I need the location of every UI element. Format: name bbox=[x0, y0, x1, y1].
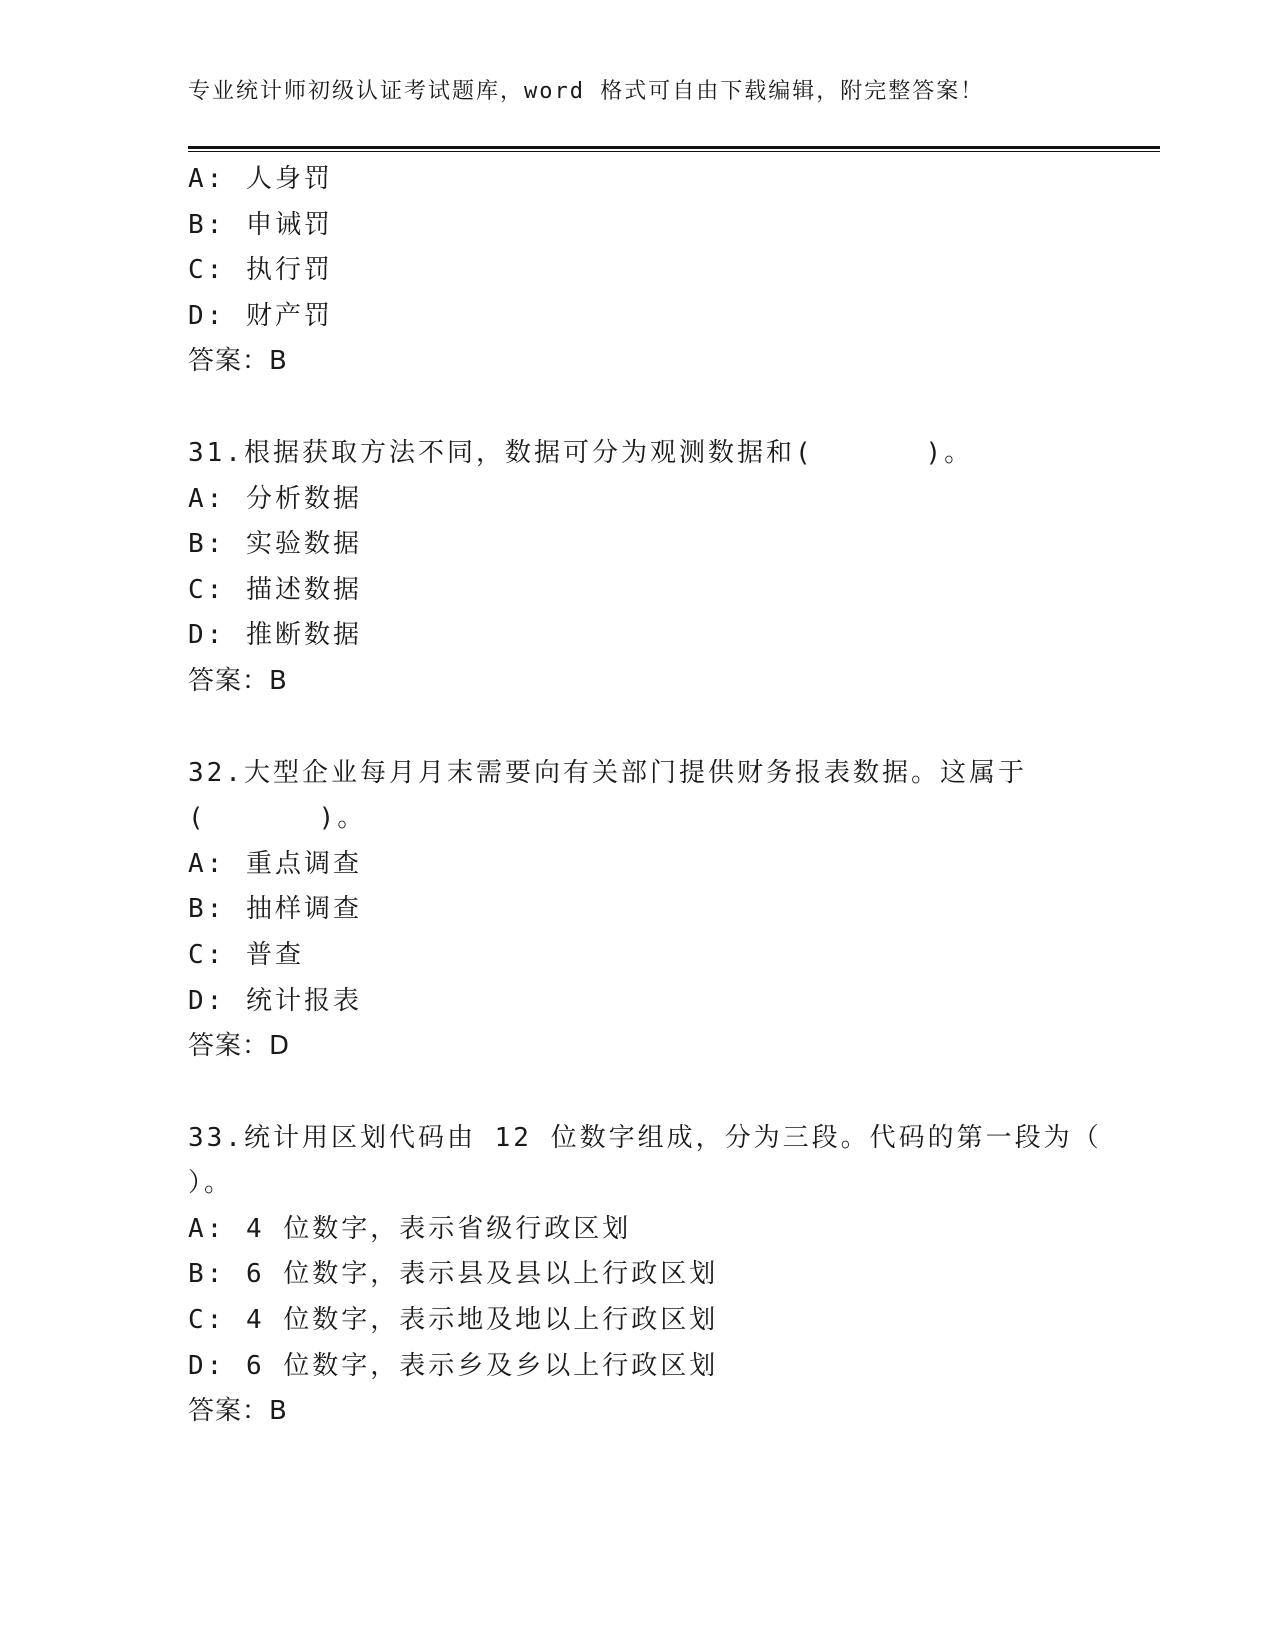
question-stem-continued: ( )。 bbox=[188, 803, 367, 834]
answer-line: 答案：B bbox=[188, 1396, 288, 1427]
option-d bbox=[188, 294, 1128, 340]
option-b bbox=[188, 1252, 1128, 1298]
option-text: 4 位数字，表示省级行政区划 bbox=[227, 1213, 632, 1244]
page-header: 专业统计师初级认证考试题库，word 格式可自由下载编辑，附完整答案！ bbox=[188, 79, 985, 104]
option-text: 6 位数字，表示县及县以上行政区划 bbox=[227, 1259, 719, 1290]
answer-line: 答案：B bbox=[188, 346, 288, 377]
option-a bbox=[188, 157, 1128, 203]
option-key: A: bbox=[188, 483, 226, 514]
option-c bbox=[188, 933, 1128, 979]
option-b bbox=[188, 887, 1128, 933]
option-a bbox=[188, 842, 1128, 888]
option-key: A: bbox=[188, 848, 226, 879]
question-33 bbox=[188, 1116, 1128, 1435]
question-stem: 31.根据获取方法不同，数据可分为观测数据和( )。 bbox=[188, 437, 974, 468]
option-c bbox=[188, 248, 1128, 294]
option-key: B: bbox=[188, 894, 226, 925]
question-32 bbox=[188, 751, 1128, 1070]
option-key: B: bbox=[188, 1259, 226, 1290]
option-key: C: bbox=[188, 939, 226, 970]
option-key: C: bbox=[188, 574, 226, 605]
option-text: 6 位数字，表示乡及乡以上行政区划 bbox=[227, 1350, 719, 1381]
option-d bbox=[188, 979, 1128, 1025]
option-c bbox=[188, 1298, 1128, 1344]
option-text: 统计报表 bbox=[227, 985, 362, 1016]
header-rule-thin bbox=[188, 151, 1160, 152]
option-key: D: bbox=[188, 1350, 226, 1381]
option-key: A: bbox=[188, 1213, 226, 1244]
option-c bbox=[188, 568, 1128, 614]
option-text: 财产罚 bbox=[227, 300, 333, 331]
question-stem: 33.统计用区划代码由 12 位数字组成，分为三段。代码的第一段为（ bbox=[188, 1122, 1102, 1153]
option-text: 4 位数字，表示地及地以上行政区划 bbox=[227, 1305, 719, 1336]
option-key: D: bbox=[188, 300, 226, 331]
option-b bbox=[188, 522, 1128, 568]
option-text: 执行罚 bbox=[227, 255, 333, 286]
option-text: 抽样调查 bbox=[227, 894, 362, 925]
option-text: 人身罚 bbox=[227, 164, 333, 194]
question-stem: 32.大型企业每月月末需要向有关部门提供财务报表数据。这属于 bbox=[188, 757, 1027, 788]
option-text: 申诫罚 bbox=[227, 209, 333, 240]
option-key: D: bbox=[188, 985, 226, 1016]
option-d bbox=[188, 613, 1128, 659]
option-a bbox=[188, 1207, 1128, 1253]
option-text: 实验数据 bbox=[227, 529, 362, 560]
answer-line: 答案：D bbox=[188, 1031, 291, 1062]
option-key: C: bbox=[188, 1305, 226, 1336]
question-31 bbox=[188, 431, 1128, 705]
option-key: D: bbox=[188, 620, 226, 651]
option-text: 重点调查 bbox=[227, 848, 362, 879]
answer-line: 答案：B bbox=[188, 665, 288, 696]
header-rule-thick bbox=[188, 146, 1160, 149]
option-d bbox=[188, 1344, 1128, 1390]
option-b bbox=[188, 203, 1128, 249]
question-stem-continued: ）。 bbox=[188, 1168, 234, 1199]
option-text: 分析数据 bbox=[227, 483, 362, 514]
option-text: 描述数据 bbox=[227, 574, 362, 605]
option-key: B: bbox=[188, 529, 226, 560]
option-key: C: bbox=[188, 255, 226, 286]
question-list bbox=[188, 157, 1128, 1435]
option-key: B: bbox=[188, 209, 226, 240]
option-a bbox=[188, 477, 1128, 523]
option-text: 推断数据 bbox=[227, 620, 362, 651]
option-key: A: bbox=[188, 164, 226, 194]
question-30-fragment bbox=[188, 157, 1128, 385]
option-text: 普查 bbox=[227, 939, 304, 970]
